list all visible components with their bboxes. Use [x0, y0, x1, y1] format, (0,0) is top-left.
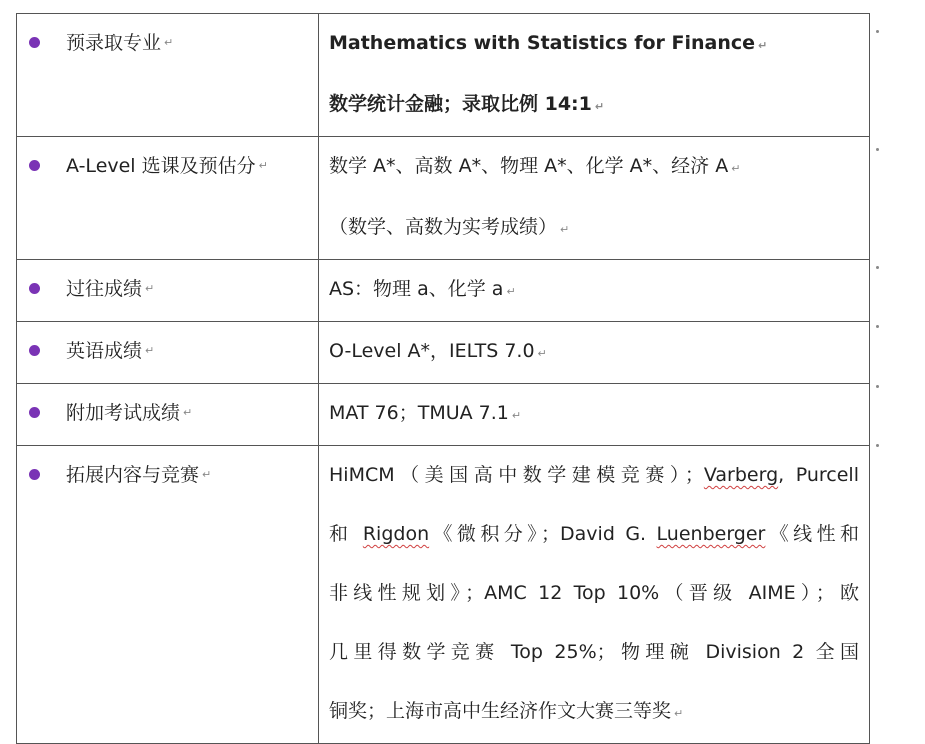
paragraph-mark-icon: ↵ — [506, 285, 516, 298]
spellcheck-word: Varberg — [703, 464, 779, 486]
row-value-line: Mathematics with Statistics for Finance — [329, 32, 756, 54]
paragraph-mark-icon: ↵ — [560, 223, 570, 236]
bullet-icon — [29, 37, 40, 48]
row-value-line: 和 Rigdon《微积分》；David G. Luenberger《线性和 — [329, 523, 859, 545]
value-cell — [319, 446, 870, 744]
margin-marks — [876, 0, 896, 735]
label-cell — [17, 322, 319, 384]
row-label: 英语成绩 — [66, 340, 143, 362]
bullet-icon — [29, 407, 40, 418]
margin-dot-icon — [876, 385, 879, 388]
bullet-icon — [29, 160, 40, 171]
paragraph-mark-icon: ↵ — [202, 468, 212, 481]
row-value-line: MAT 76；TMUA 7.1 — [329, 402, 509, 424]
margin-dot-icon — [876, 30, 879, 33]
margin-dot-icon — [876, 266, 879, 269]
paragraph-mark-icon: ↵ — [145, 344, 155, 357]
row-label: 附加考试成绩 — [66, 402, 181, 424]
bullet-icon — [29, 283, 40, 294]
paragraph-mark-icon: ↵ — [511, 409, 522, 422]
spellcheck-word: Luenberger — [656, 523, 766, 545]
paragraph-mark-icon: ↵ — [731, 162, 741, 175]
bullet-icon — [29, 345, 40, 356]
table-row — [17, 137, 870, 260]
row-value-line: （数学、高数为实考成绩） — [329, 216, 558, 238]
row-value-line: AS：物理 a、化学 a — [329, 278, 504, 300]
row-value-line: 铜奖；上海市高中生经济作文大赛三等奖 — [329, 700, 672, 722]
label-cell — [17, 137, 319, 260]
bullet-icon — [29, 469, 40, 480]
row-label: A-Level 选课及预估分 — [66, 155, 256, 177]
row-label: 过往成绩 — [66, 278, 143, 300]
margin-dot-icon — [876, 444, 879, 447]
student-profile-table — [16, 13, 870, 744]
paragraph-mark-icon: ↵ — [594, 100, 605, 113]
paragraph-mark-icon: ↵ — [164, 36, 174, 49]
row-value-line: 数学 A*、高数 A*、物理 A*、化学 A*、经济 A — [329, 155, 729, 177]
value-cell — [319, 137, 870, 260]
label-cell — [17, 384, 319, 446]
row-value-line: 非线性规划》；AMC 12 Top 10%（晋级 AIME）；欧 — [329, 582, 859, 604]
table-row — [17, 446, 870, 744]
paragraph-mark-icon: ↵ — [183, 406, 193, 419]
paragraph-mark-icon: ↵ — [258, 159, 268, 172]
paragraph-mark-icon: ↵ — [145, 282, 155, 295]
label-cell — [17, 14, 319, 137]
row-value-line: O-Level A*，IELTS 7.0 — [329, 340, 535, 362]
row-value-line: 数学统计金融；录取比例 14:1 — [329, 93, 592, 115]
spellcheck-word: Rigdon — [362, 523, 430, 545]
paragraph-mark-icon: ↵ — [537, 347, 547, 360]
margin-dot-icon — [876, 148, 879, 151]
table-row — [17, 14, 870, 137]
row-label: 拓展内容与竞赛 — [66, 464, 200, 486]
row-label: 预录取专业 — [66, 32, 162, 54]
value-cell — [319, 14, 870, 137]
row-value-line: HiMCM（美国高中数学建模竞赛）；Varberg, Purcell — [329, 464, 859, 486]
row-value-line: 几里得数学竞赛 Top 25%；物理碗 Division 2 全国 — [329, 641, 859, 663]
paragraph-mark-icon: ↵ — [758, 39, 768, 52]
label-cell — [17, 446, 319, 744]
margin-dot-icon — [876, 325, 879, 328]
paragraph-mark-icon: ↵ — [674, 707, 684, 720]
label-cell — [17, 260, 319, 322]
